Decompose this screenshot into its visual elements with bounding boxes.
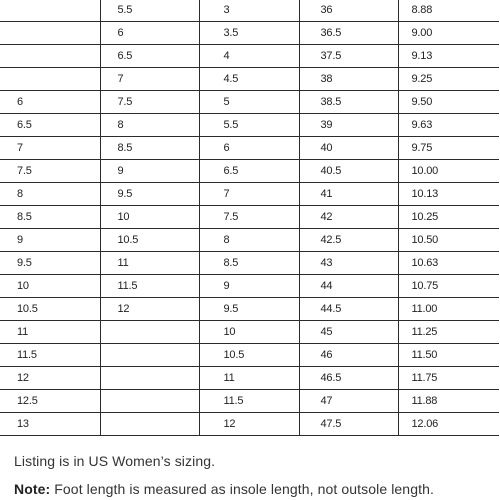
table-cell: 11 (100, 252, 199, 275)
table-cell: 12.06 (398, 413, 499, 436)
table-cell: 6 (0, 91, 100, 114)
table-cell: 10 (0, 275, 100, 298)
table-cell: 6.5 (199, 160, 299, 183)
table-cell: 10.75 (398, 275, 499, 298)
table-cell: 11.50 (398, 344, 499, 367)
table-cell (0, 45, 100, 68)
table-cell: 9.00 (398, 22, 499, 45)
table-row (0, 229, 499, 252)
table-cell (100, 390, 199, 413)
table-cell: 11 (199, 367, 299, 390)
table-cell: 12 (100, 298, 199, 321)
table-row (0, 252, 499, 275)
table-cell (0, 68, 100, 91)
table-cell: 12.5 (0, 390, 100, 413)
table-cell: 45 (299, 321, 398, 344)
table-cell (0, 0, 100, 22)
table-cell: 9.75 (398, 137, 499, 160)
table-cell: 10.5 (0, 298, 100, 321)
table-cell: 6.5 (100, 45, 199, 68)
table-cell: 37.5 (299, 45, 398, 68)
table-row (0, 344, 499, 367)
table-cell: 11.88 (398, 390, 499, 413)
table-row (0, 275, 499, 298)
table-cell: 10.13 (398, 183, 499, 206)
table-cell: 7 (0, 137, 100, 160)
table-cell: 7.5 (199, 206, 299, 229)
table-row (0, 22, 499, 45)
table-cell: 10.00 (398, 160, 499, 183)
table-cell: 9.5 (0, 252, 100, 275)
table-row (0, 0, 499, 22)
table-cell: 8.5 (199, 252, 299, 275)
note-text: Foot length is measured as insole length, not outsole length. (50, 481, 434, 497)
table-cell: 7.5 (0, 160, 100, 183)
table-row (0, 390, 499, 413)
table-cell: 41 (299, 183, 398, 206)
table-cell: 5 (199, 91, 299, 114)
table-cell: 9.63 (398, 114, 499, 137)
table-cell: 9 (100, 160, 199, 183)
table-cell (100, 344, 199, 367)
table-cell: 10 (199, 321, 299, 344)
table-cell: 7 (100, 68, 199, 91)
table-cell: 8.88 (398, 0, 499, 22)
table-row (0, 413, 499, 436)
table-row (0, 183, 499, 206)
table-row (0, 367, 499, 390)
table-cell: 42 (299, 206, 398, 229)
table-cell: 11.5 (0, 344, 100, 367)
table-cell: 10.25 (398, 206, 499, 229)
table-row (0, 114, 499, 137)
table-cell: 8.5 (0, 206, 100, 229)
table-cell: 47.5 (299, 413, 398, 436)
table-cell: 40 (299, 137, 398, 160)
table-cell: 9 (199, 275, 299, 298)
table-cell: 42.5 (299, 229, 398, 252)
table-cell: 9.13 (398, 45, 499, 68)
table-cell: 7 (199, 183, 299, 206)
table-row (0, 321, 499, 344)
table-cell: 11.25 (398, 321, 499, 344)
table-cell: 10.5 (199, 344, 299, 367)
table-cell: 44.5 (299, 298, 398, 321)
table-cell: 12 (0, 367, 100, 390)
table-cell: 9.5 (199, 298, 299, 321)
table-cell: 6 (199, 137, 299, 160)
table-cell: 46.5 (299, 367, 398, 390)
table-cell: 9.50 (398, 91, 499, 114)
table-cell: 11.00 (398, 298, 499, 321)
table-row (0, 45, 499, 68)
table-row (0, 160, 499, 183)
table-cell: 11.75 (398, 367, 499, 390)
table-row (0, 91, 499, 114)
table-cell: 5.5 (199, 114, 299, 137)
table-cell: 47 (299, 390, 398, 413)
table-cell: 4.5 (199, 68, 299, 91)
table-cell: 9.5 (100, 183, 199, 206)
foot-length-note (14, 481, 434, 497)
table-cell: 13 (0, 413, 100, 436)
table-row (0, 298, 499, 321)
table-cell: 46 (299, 344, 398, 367)
table-cell: 11.5 (199, 390, 299, 413)
table-cell (100, 321, 199, 344)
table-cell: 44 (299, 275, 398, 298)
table-cell: 3.5 (199, 22, 299, 45)
table-cell: 8.5 (100, 137, 199, 160)
table-cell: 9.25 (398, 68, 499, 91)
table-cell: 7.5 (100, 91, 199, 114)
table-cell: 38.5 (299, 91, 398, 114)
table-cell (100, 367, 199, 390)
table-cell: 8 (199, 229, 299, 252)
sizing-note: Listing is in US Women’s sizing. (14, 453, 216, 469)
table-cell: 5.5 (100, 0, 199, 22)
table-cell: 11.5 (100, 275, 199, 298)
table-cell: 10.50 (398, 229, 499, 252)
table-cell: 6 (100, 22, 199, 45)
table-cell (100, 413, 199, 436)
table-cell: 36 (299, 0, 398, 22)
table-cell: 6.5 (0, 114, 100, 137)
table-cell: 8 (100, 114, 199, 137)
table-cell: 38 (299, 68, 398, 91)
table-cell: 43 (299, 252, 398, 275)
table-row (0, 68, 499, 91)
table-cell: 3 (199, 0, 299, 22)
table-cell: 36.5 (299, 22, 398, 45)
table-cell: 10.63 (398, 252, 499, 275)
table-cell: 39 (299, 114, 398, 137)
note-label: Note: (14, 481, 51, 497)
table-cell: 4 (199, 45, 299, 68)
table-cell (0, 22, 100, 45)
table-cell: 40.5 (299, 160, 398, 183)
table-cell: 10.5 (100, 229, 199, 252)
table-cell: 8 (0, 183, 100, 206)
table-row (0, 137, 499, 160)
table-cell: 9 (0, 229, 100, 252)
table-cell: 10 (100, 206, 199, 229)
table-row (0, 206, 499, 229)
table-cell: 12 (199, 413, 299, 436)
table-cell: 11 (0, 321, 100, 344)
